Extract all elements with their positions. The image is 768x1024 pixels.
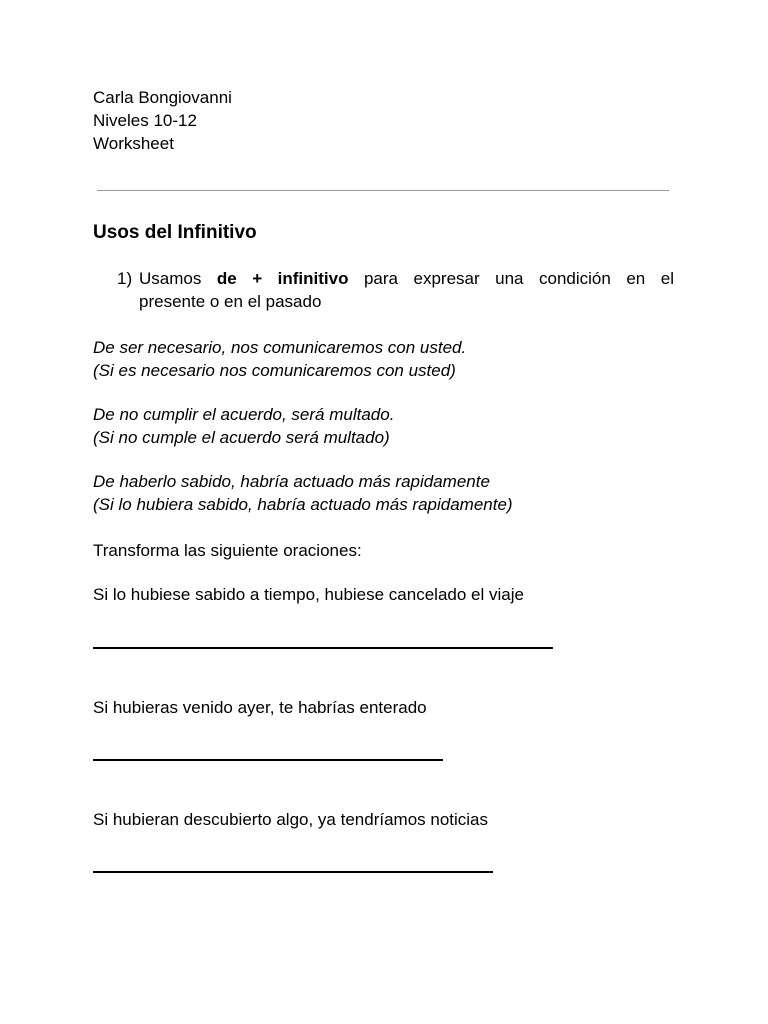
rule-text-after: para expresar una condición en el: [348, 269, 674, 288]
header-author: Carla Bongiovanni: [93, 88, 232, 107]
exercise-prompt: Si lo hubiese sabido a tiempo, hubiese cancelado el viaje: [93, 585, 524, 604]
rule-continuation: presente o en el pasado: [139, 292, 322, 311]
rule-text-before: Usamos: [139, 269, 217, 288]
rule-bold-term: de + infinitivo: [216, 269, 349, 288]
answer-line[interactable]: [93, 871, 493, 873]
example-equivalent: (Si no cumple el acuerdo será multado): [93, 428, 390, 447]
example-sentence: De no cumplir el acuerdo, será multado.: [93, 405, 395, 424]
answer-line[interactable]: [93, 759, 443, 761]
horizontal-divider: [97, 190, 669, 191]
header-level: Niveles 10-12: [93, 111, 197, 130]
instruction: Transforma las siguiente oraciones:: [93, 541, 362, 560]
exercise-prompt: Si hubieran descubierto algo, ya tendríamos noticias: [93, 810, 489, 829]
example-sentence: De haberlo sabido, habría actuado más rapidamente: [93, 472, 490, 491]
example-equivalent: (Si es necesario nos comunicaremos con usted): [93, 361, 456, 380]
answer-line[interactable]: [93, 647, 553, 649]
exercise-prompt: Si hubieras venido ayer, te habrías enterado: [93, 698, 427, 717]
rule-text: [139, 267, 674, 290]
example-equivalent: (Si lo hubiera sabido, habría actuado más rapidamente): [93, 495, 513, 514]
section-title: Usos del Infinitivo: [93, 222, 257, 243]
header-type: Worksheet: [93, 134, 174, 153]
example-sentence: De ser necesario, nos comunicaremos con usted.: [93, 338, 467, 357]
list-number: 1): [117, 269, 133, 288]
